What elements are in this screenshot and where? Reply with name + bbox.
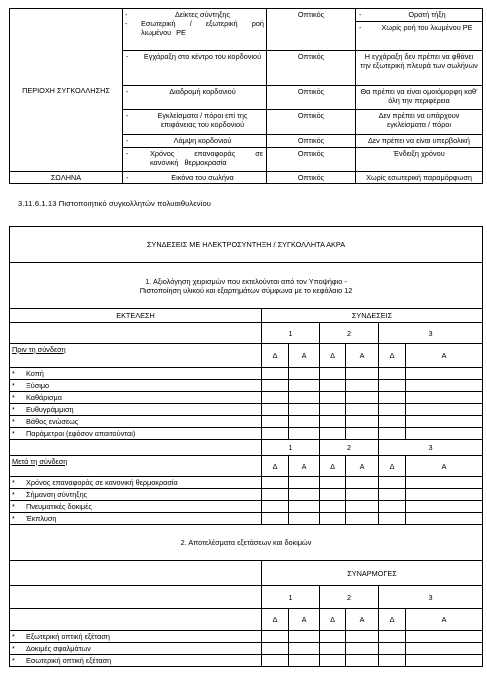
checklist-item-label: Κοπή [26, 369, 44, 378]
check-cell[interactable] [320, 368, 346, 380]
checklist-item [10, 631, 262, 643]
checklist-item [10, 477, 262, 489]
check-cell[interactable] [346, 513, 379, 525]
bullet-icon: * [12, 644, 15, 653]
checklist-row [10, 477, 483, 489]
table-row [10, 344, 483, 368]
a-header: Α [289, 344, 320, 368]
table-row [10, 263, 483, 309]
method-cell: Οπτικός [267, 51, 356, 86]
a-header: Α [289, 456, 320, 477]
table-row [10, 309, 483, 323]
item-cell: - Εγκλείσματα / πόροι επί της επιφάνειας του κορδονιού [123, 110, 267, 135]
weld-area-label: ΠΕΡΙΟΧΗ ΣΥΓΚΟΛΛΗΣΗΣ [10, 9, 123, 172]
check-cell[interactable] [379, 416, 406, 428]
connection-number: 1 [262, 440, 320, 456]
execution-header: ΕΚΤΕΛΕΣΗ [10, 309, 262, 323]
checklist-item [10, 489, 262, 501]
check-cell[interactable] [379, 368, 406, 380]
check-cell[interactable] [346, 477, 379, 489]
check-cell[interactable] [379, 392, 406, 404]
bullet-icon: * [12, 490, 15, 499]
check-cell[interactable] [262, 380, 289, 392]
checklist-item-label: Έκπλυση [26, 514, 57, 523]
check-cell[interactable] [289, 380, 320, 392]
check-cell[interactable] [379, 428, 406, 440]
checklist-row [10, 513, 483, 525]
check-cell[interactable] [406, 631, 483, 643]
list-item: Εσωτερική / εξωτερική ροή λιωμένου ΡΕ [141, 19, 264, 37]
bullet-icon: * [12, 381, 15, 390]
check-cell[interactable] [346, 380, 379, 392]
d-header: Δ [320, 609, 346, 631]
check-cell[interactable] [406, 489, 483, 501]
joint-number: 2 [320, 586, 379, 609]
check-cell[interactable] [320, 392, 346, 404]
checklist-row [10, 643, 483, 655]
check-cell[interactable] [262, 404, 289, 416]
d-header: Δ [262, 609, 289, 631]
method-cell: Οπτικός [267, 9, 356, 51]
bullet-icon: * [12, 405, 15, 414]
checklist-item-label: Βάθος ενώσεως [26, 417, 79, 426]
check-cell[interactable] [379, 404, 406, 416]
check-cell[interactable] [379, 489, 406, 501]
bullet-icon: * [12, 417, 15, 426]
checklist-item [10, 380, 262, 392]
fusion-items-cell: - Δείκτες σύντηξης - Εσωτερική / εξωτερική ροή λιωμένου ΡΕ [123, 9, 267, 51]
check-cell[interactable] [289, 631, 320, 643]
checklist-item [10, 513, 262, 525]
checklist-item-label: Καθάρισμα [26, 393, 62, 402]
table-row [10, 561, 483, 586]
criterion-cell: Ένδειξη χρόνου [356, 148, 483, 172]
table-row [10, 9, 483, 51]
check-cell[interactable] [346, 631, 379, 643]
checklist-item-label: Ξύσιμο [26, 381, 50, 390]
a-header: Α [406, 456, 483, 477]
weld-area-inspection-table [9, 8, 483, 184]
check-cell[interactable] [320, 416, 346, 428]
method-cell: Οπτικός [267, 135, 356, 148]
bullet-icon: * [12, 478, 15, 487]
check-cell[interactable] [406, 513, 483, 525]
check-cell[interactable] [379, 631, 406, 643]
pipe-label: ΣΩΛΗΝΑ [10, 172, 123, 184]
check-cell[interactable] [289, 655, 320, 667]
a-header: Α [346, 609, 379, 631]
check-cell[interactable] [406, 643, 483, 655]
check-cell[interactable] [406, 416, 483, 428]
checklist-row [10, 501, 483, 513]
section-2-heading: 2. Αποτελέσματα εξετάσεων και δοκιμών [10, 525, 483, 561]
a-header: Α [346, 344, 379, 368]
check-cell[interactable] [289, 428, 320, 440]
criteria-cell: - Ορατή τήξη - Χωρίς ροή του λιωμένου ΡΕ [356, 9, 483, 51]
d-header: Δ [379, 344, 406, 368]
check-cell[interactable] [289, 392, 320, 404]
a-header: Α [346, 456, 379, 477]
check-cell[interactable] [262, 416, 289, 428]
check-cell[interactable] [262, 643, 289, 655]
check-cell[interactable] [320, 513, 346, 525]
check-cell[interactable] [346, 428, 379, 440]
checklist-item-label: Σήμανση σύντηξης [26, 490, 88, 499]
bullet-icon: * [12, 502, 15, 511]
check-cell[interactable] [346, 416, 379, 428]
check-cell[interactable] [406, 404, 483, 416]
checklist-item [10, 655, 262, 667]
check-cell[interactable] [289, 416, 320, 428]
joints-header: ΣΥΝΑΡΜΟΓΕΣ [262, 561, 483, 586]
checklist-row [10, 631, 483, 643]
checklist-item-label: Εσωτερική οπτική εξέταση [26, 656, 112, 665]
section-1-heading: 1. Αξιολόγηση χειρισμών που εκτελούνται από τον Υποψήφιο - Πιστοποίηση υλικού και εξαρτημάτων σύμφωνα με το κεφάλαιο 12 [10, 263, 483, 309]
checklist-item [10, 416, 262, 428]
checklist-row [10, 489, 483, 501]
check-cell[interactable] [406, 501, 483, 513]
check-cell[interactable] [262, 477, 289, 489]
connection-number: 1 [262, 323, 320, 344]
check-cell[interactable] [346, 655, 379, 667]
criterion-cell: Δεν πρέπει να υπάρχουν εγκλείσματα / πόροι [356, 110, 483, 135]
check-cell[interactable] [262, 489, 289, 501]
criterion-cell: Χωρίς εσωτερική παραμόρφωση [356, 172, 483, 184]
connections-header: ΣΥΝΔΕΣΕΙΣ [262, 309, 483, 323]
d-header: Δ [379, 456, 406, 477]
check-cell[interactable] [379, 501, 406, 513]
check-cell[interactable] [406, 655, 483, 667]
certificate-title: ΣΥΝΔΕΣΕΙΣ ΜΕ ΗΛΕΚΤΡΟΣΥΝΤΗΞΗ / ΣΥΓΚΟΛΛΗΤΑ ΑΚΡΑ [10, 227, 483, 263]
check-cell[interactable] [320, 655, 346, 667]
item-cell: - Λάμψη κορδονιού [123, 135, 267, 148]
method-cell: Οπτικός [267, 172, 356, 184]
item-cell: - Χρόνος επαναφοράς σε κανονική θερμοκρασία [123, 148, 267, 172]
connection-number: 2 [320, 323, 379, 344]
checklist-row [10, 368, 483, 380]
checklist-item-label: Πνευματικές δοκιμές [26, 502, 92, 511]
after-connection-label: Μετά τη σύνδεση [10, 456, 262, 477]
checklist-item [10, 392, 262, 404]
check-cell[interactable] [379, 655, 406, 667]
item-cell: - Εικόνα του σωλήνα [123, 172, 267, 184]
bullet-icon: * [12, 656, 15, 665]
check-cell[interactable] [262, 428, 289, 440]
table-row [10, 172, 483, 184]
checklist-item-label: Χρόνος επαναφοράς σε κανονική θερμοκρασία [26, 478, 178, 487]
table-row [10, 609, 483, 631]
check-cell[interactable] [346, 392, 379, 404]
list-item: Χωρίς ροή του λιωμένου ΡΕ [381, 23, 473, 32]
checklist-item-label: Δοκιμές σφαλμάτων [26, 644, 91, 653]
welder-certificate-table [9, 226, 483, 667]
method-cell: Οπτικός [267, 110, 356, 135]
criterion-cell: Θα πρέπει να είναι ομοιόμορφη καθ' όλη την περιφέρεια [356, 86, 483, 110]
check-cell[interactable] [289, 513, 320, 525]
checklist-item-label: Παράμετροι (εφόσον απαιτούνται) [26, 429, 136, 438]
checklist-item [10, 428, 262, 440]
check-cell[interactable] [289, 489, 320, 501]
check-cell[interactable] [320, 428, 346, 440]
check-cell[interactable] [379, 477, 406, 489]
list-item: Ορατή τήξη [408, 10, 446, 19]
checklist-row [10, 404, 483, 416]
check-cell[interactable] [262, 392, 289, 404]
d-header: Δ [320, 344, 346, 368]
check-cell[interactable] [406, 477, 483, 489]
criterion-cell: Δεν πρέπει να είναι υπερβολική [356, 135, 483, 148]
check-cell[interactable] [320, 643, 346, 655]
d-header: Δ [379, 609, 406, 631]
method-cell: Οπτικός [267, 148, 356, 172]
check-cell[interactable] [346, 404, 379, 416]
joint-number: 3 [379, 586, 483, 609]
check-cell[interactable] [320, 489, 346, 501]
checklist-row [10, 428, 483, 440]
check-cell[interactable] [346, 501, 379, 513]
list-item: Δείκτες σύντηξης [174, 10, 230, 19]
check-cell[interactable] [262, 501, 289, 513]
check-cell[interactable] [346, 368, 379, 380]
checklist-item [10, 404, 262, 416]
check-cell[interactable] [379, 513, 406, 525]
item-cell: - Εγχάραξη στο κέντρο του κορδονιού [123, 51, 267, 86]
checklist-item [10, 501, 262, 513]
check-cell[interactable] [406, 380, 483, 392]
table-row [10, 227, 483, 263]
checklist-item [10, 643, 262, 655]
checklist-row [10, 416, 483, 428]
table-row [10, 440, 483, 456]
connection-number: 2 [320, 440, 379, 456]
checklist-item-label: Εξωτερική οπτική εξέταση [26, 632, 110, 641]
check-cell[interactable] [262, 631, 289, 643]
check-cell[interactable] [289, 477, 320, 489]
check-cell[interactable] [289, 501, 320, 513]
check-cell[interactable] [320, 404, 346, 416]
check-cell[interactable] [406, 368, 483, 380]
checklist-item [10, 368, 262, 380]
before-connection-label: Πριν τη σύνδεση [10, 344, 262, 368]
section-caption: 3.11.6.1.13 Πιστοποιητικό συγκολλητών πολυαιθυλενίου [18, 199, 212, 208]
checklist-row [10, 380, 483, 392]
check-cell[interactable] [262, 513, 289, 525]
check-cell[interactable] [289, 643, 320, 655]
check-cell[interactable] [289, 404, 320, 416]
a-header: Α [406, 609, 483, 631]
check-cell[interactable] [289, 368, 320, 380]
check-cell[interactable] [320, 501, 346, 513]
check-cell[interactable] [262, 368, 289, 380]
connection-number: 3 [379, 323, 483, 344]
bullet-icon: * [12, 393, 15, 402]
bullet-icon: * [12, 369, 15, 378]
a-header: Α [289, 609, 320, 631]
criterion-cell: Η εγχάραξη δεν πρέπει να φθάνει την εξωτερική πλευρά των σωλήνων [356, 51, 483, 86]
bullet-icon: * [12, 514, 15, 523]
check-cell[interactable] [379, 380, 406, 392]
table-row [10, 456, 483, 477]
check-cell[interactable] [379, 643, 406, 655]
d-header: Δ [320, 456, 346, 477]
check-cell[interactable] [320, 477, 346, 489]
d-header: Δ [262, 344, 289, 368]
check-cell[interactable] [346, 489, 379, 501]
check-cell[interactable] [406, 392, 483, 404]
connection-number: 3 [379, 440, 483, 456]
d-header: Δ [262, 456, 289, 477]
checklist-row [10, 392, 483, 404]
bullet-icon: * [12, 632, 15, 641]
check-cell[interactable] [320, 380, 346, 392]
a-header: Α [406, 344, 483, 368]
check-cell[interactable] [320, 631, 346, 643]
table-row [10, 525, 483, 561]
check-cell[interactable] [346, 643, 379, 655]
method-cell: Οπτικός [267, 86, 356, 110]
bullet-icon: * [12, 429, 15, 438]
item-cell: - Διαδρομή κορδονιού [123, 86, 267, 110]
check-cell[interactable] [406, 428, 483, 440]
checklist-item-label: Ευθυγράμμιση [26, 405, 74, 414]
table-row [10, 323, 483, 344]
checklist-row [10, 655, 483, 667]
table-row [10, 586, 483, 609]
check-cell[interactable] [262, 655, 289, 667]
joint-number: 1 [262, 586, 320, 609]
